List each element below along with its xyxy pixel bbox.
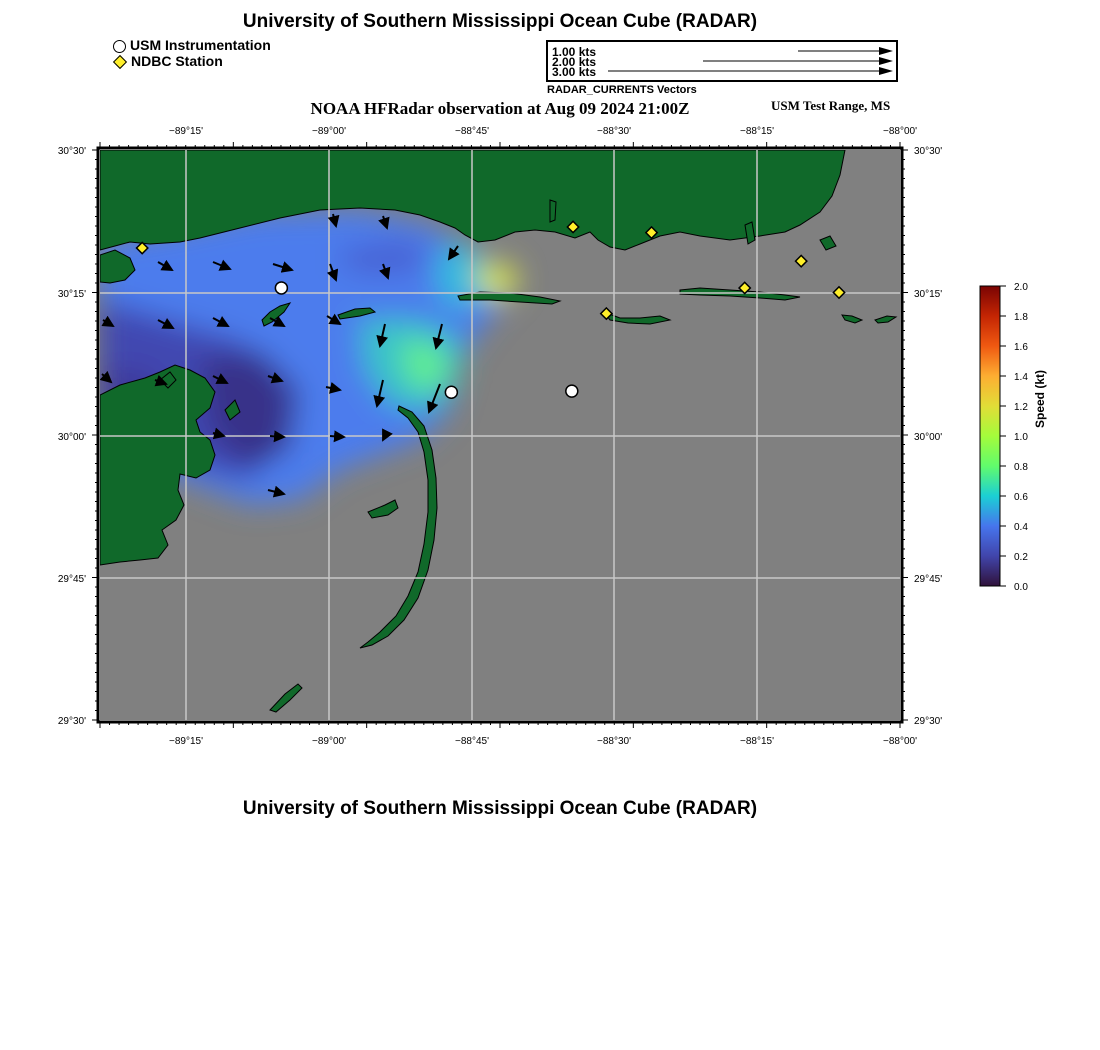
usm-instrument-marker [445, 386, 457, 398]
usm-instrument-marker [275, 282, 287, 294]
lat-tick-label: 29°30' [914, 716, 943, 727]
colorbar-tick-label: 1.2 [1014, 402, 1028, 413]
lon-tick-label: −89°00' [312, 126, 346, 137]
longitude-labels-top [169, 126, 917, 137]
usm-instrument-marker [566, 385, 578, 397]
vector-scale-label-1: 1.00 kts [552, 45, 597, 59]
vector-scale-label-2: 2.00 kts [552, 55, 597, 69]
vector-scale-caption: RADAR_CURRENTS Vectors [547, 84, 697, 96]
range-label: USM Test Range, MS [771, 98, 891, 113]
lon-tick-label: −88°30' [597, 126, 631, 137]
footer-title: University of Southern Mississippi Ocean Cube (RADAR) [242, 798, 758, 819]
colorbar-tick-label: 0.0 [1014, 582, 1028, 593]
speed-colorbar [980, 282, 1028, 593]
legend-label-ndbc: NDBC Station [131, 53, 223, 69]
lon-tick-label: −89°15' [169, 126, 203, 137]
lat-tick-label: 30°00' [57, 432, 86, 443]
map-subtitle: NOAA HFRadar observation at Aug 09 2024 21:00Z [310, 99, 690, 118]
lon-tick-label: −88°00' [883, 736, 917, 747]
lat-tick-label: 30°15' [914, 289, 943, 300]
colorbar-tick-label: 1.0 [1014, 432, 1028, 443]
colorbar-tick-label: 2.0 [1014, 282, 1028, 293]
lat-tick-label: 29°45' [57, 574, 86, 585]
lat-tick-label: 29°45' [914, 574, 943, 585]
lon-tick-label: −88°30' [597, 736, 631, 747]
vector-scale-label-3: 3.00 kts [552, 65, 597, 79]
lon-tick-label: −88°15' [740, 736, 774, 747]
colorbar-tick-label: 0.6 [1014, 492, 1028, 503]
colorbar-tick-label: 1.4 [1014, 372, 1028, 383]
current-vector [383, 438, 384, 440]
colorbar-tick-label: 0.2 [1014, 552, 1028, 563]
legend-label-usm: USM Instrumentation [130, 37, 271, 53]
current-vector [270, 436, 284, 437]
lon-tick-label: −88°45' [455, 736, 489, 747]
colorbar-label: Speed (kt) [1033, 369, 1047, 428]
lat-tick-label: 30°30' [914, 146, 943, 157]
lon-tick-label: −89°15' [169, 736, 203, 747]
lat-tick-label: 30°00' [914, 432, 943, 443]
colorbar-tick-label: 0.4 [1014, 522, 1028, 533]
latitude-labels-right [914, 146, 942, 727]
lat-tick-label: 29°30' [57, 716, 86, 727]
colorbar-tick-label: 0.8 [1014, 462, 1028, 473]
colorbar-ramp [980, 286, 1000, 586]
latitude-labels-left [58, 146, 86, 727]
longitude-labels-bottom [169, 736, 917, 747]
lon-tick-label: −88°15' [740, 126, 774, 137]
lat-tick-label: 30°15' [57, 289, 86, 300]
current-vector [330, 436, 344, 437]
lon-tick-label: −89°00' [312, 736, 346, 747]
chart-title: University of Southern Mississippi Ocean Cube (RADAR) [242, 11, 758, 32]
colorbar-tick-label: 1.6 [1014, 342, 1028, 353]
colorbar-tick-label: 1.8 [1014, 312, 1028, 323]
lat-tick-label: 30°30' [57, 146, 86, 157]
lon-tick-label: −88°45' [455, 126, 489, 137]
lon-tick-label: −88°00' [883, 126, 917, 137]
map-plot-area [100, 150, 900, 720]
